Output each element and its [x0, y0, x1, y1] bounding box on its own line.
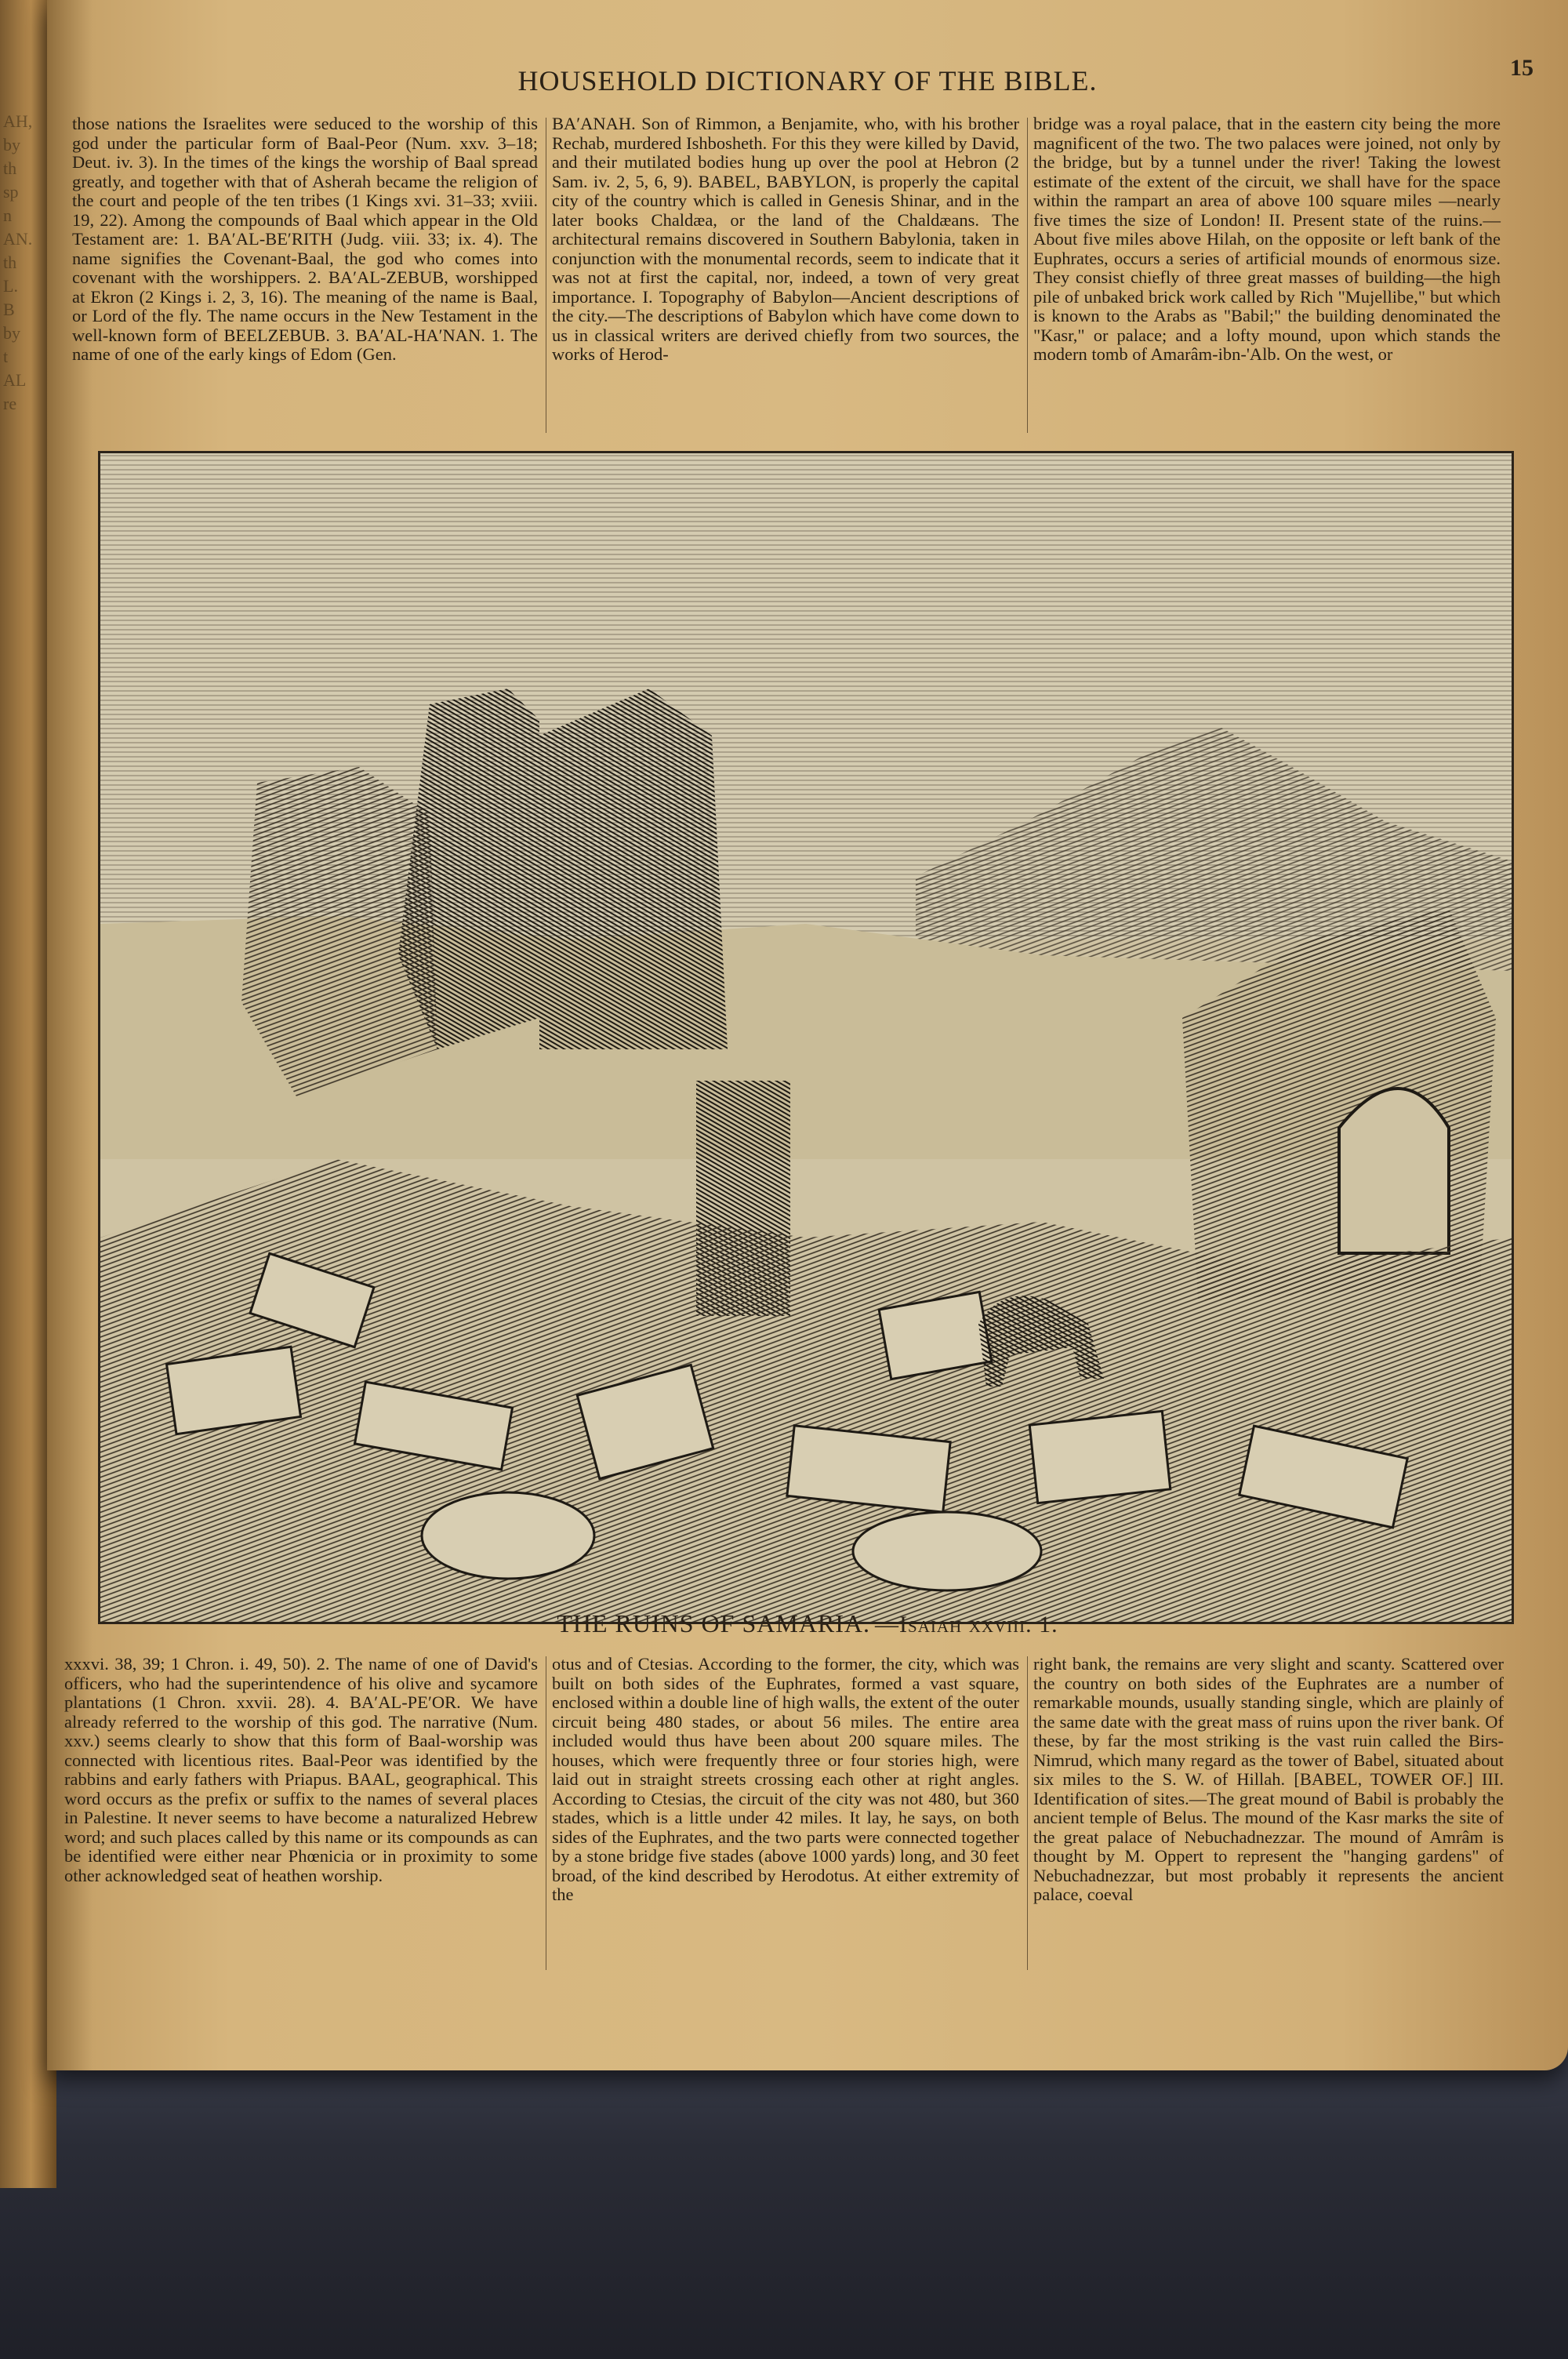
- running-head: HOUSEHOLD DICTIONARY OF THE BIBLE.: [517, 65, 1098, 96]
- engraving-ruins-of-samaria: [98, 451, 1514, 1624]
- top-column-3: bridge was a royal palace, that in the eastern city being the more magnificent of the two. The two palaces were joined, not only by the bridge, but by a tunnel under the river! Taking the lowest estimate of the extent of the circuit, we shall have for the space within the rampart an area of above 100 square miles —nearly five times the size of London! II. Present state of the ruins.—About five miles above Hilah, on the opposite or left bank of the Euphrates, occurs a series of artificial mounds of enormous size. They consist chiefly of three great masses of building—the high pile of unbaked brick work called by Rich "Mujellibe," but which is known to the Arabs as "Babil;" the building denominated the "Kasr," or palace; and a lofty mound, upon which stands the modern tomb of Amarâm-ibn-'Alb. On the west, or: [1033, 114, 1501, 364]
- caption-title: THE RUINS OF SAMARIA.: [557, 1609, 871, 1637]
- bottom-column-2: otus and of Ctesias. According to the former, the city, which was built on both sides of the Euphrates, formed a vast square, enclosed within a double line of high walls, the extent of the outer circuit being 480 stades, or about 56 miles. The entire area included would thus have been about 200 square miles. The houses, which were frequently three or four stories high, were laid out in straight streets crossing each other at right angles. According to Ctesias, the circuit of the city was not 480, but 360 stades, which is a little under 42 miles. It lay, he says, on both sides of the Euphrates, and the two parts were connected together by a stone bridge five stades (above 1000 yards) long, and 30 feet broad, of the kind described by Herodotus. At either extremity of the: [552, 1654, 1019, 1904]
- page-number: 15: [1510, 55, 1534, 81]
- column-rule: [1027, 118, 1028, 433]
- illustration-caption: [47, 1609, 1568, 1638]
- bottom-column-1: xxxvi. 38, 39; 1 Chron. i. 49, 50). 2. The name of one of David's officers, who had the superintendence of his olive and sycamore plantations (1 Chron. xxvii. 28). 4. BA′AL-PE′OR. We have already referred to the worship of this god. The narrative (Num. xxv.) seems clearly to show that this form of Baal-worship was connected with licentious rites. Baal-Peor was identified by the rabbins and early fathers with Priapus. BAAL, geographical. This word occurs as the prefix or suffix to the names of several places in Palestine. It never seems to have become a naturalized Hebrew word; and such places called by this name or its compounds as can be identified were either near Phœnicia or in proximity to some other acknowledged seat of heathen worship.: [64, 1654, 538, 1885]
- top-column-2: BA′ANAH. Son of Rimmon, a Benjamite, who, with his brother Rechab, murdered Ishbosheth. For this they were killed by David, and their mutilated bodies hung up over the pool at Hebron (2 Sam. iv. 2, 5, 6, 9). BABEL, BABYLON, is properly the capital city of the country which is called in Genesis Shinar, and in the later books Chaldæa, or the land of the Chaldæans. The architectural remains discovered in Southern Babylonia, taken in conjunction with the monumental records, seem to indicate that it was not at first the capital, nor, indeed, a town of very great importance. I. Topography of Babylon—Ancient descriptions of the city.—The descriptions of Babylon which have come down to us in classical writers are derived chiefly from two sources, the works of Herod-: [552, 114, 1019, 364]
- left-margin-fragments: AH, by th sp n AN. th L. B by t AL re: [3, 111, 33, 413]
- caption-reference: —Isaiah xxviii. 1.: [875, 1612, 1058, 1637]
- top-column-1: those nations the Israelites were seduced to the worship of this god under the particular form of Baal-Peor (Num. xxv. 3–18; Deut. iv. 3). In the times of the kings the worship of Baal spread greatly, and together with that of Asherah became the religion of the court and people of the ten tribes (1 Kings xvi. 31–33; xviii. 19, 22). Among the compounds of Baal which appear in the Old Testament are: 1. BA′AL-BE′RITH (Judg. viii. 33; ix. 4). The name signifies the Covenant-Baal, the god who comes into covenant with the worshippers. 2. BA′AL-ZEBUB, worshipped at Ekron (2 Kings i. 2, 3, 16). The meaning of the name is Baal, or Lord of the fly. The name occurs in the New Testament in the well-known form of BEELZEBUB. 3. BA′AL-HA′NAN. 1. The name of one of the early kings of Edom (Gen.: [72, 114, 538, 364]
- book-page: [47, 0, 1568, 2070]
- column-rule: [1027, 1656, 1028, 1970]
- engraving-drawing: [100, 453, 1512, 1622]
- bottom-column-3: right bank, the remains are very slight and scanty. Scattered over the country on both sides of the Euphrates are a number of remarkable mounds, usually standing single, which are plainly of the same date with the great mass of ruins upon the river bank. Of these, by far the most striking is the vast ruin called the Birs-Nimrud, which many regard as the tower of Babel, situated about six miles to the S. W. of Hillah. [BABEL, TOWER OF.] III. Identification of sites.—The great mound of Babil is probably the ancient temple of Belus. The mound of the Kasr marks the site of the great palace of Nebuchadnezzar. The mound of Amrâm is thought by M. Oppert to represent the "hanging gardens" of Nebuchadnezzar, but most probably it represents the ancient palace, coeval: [1033, 1654, 1504, 1904]
